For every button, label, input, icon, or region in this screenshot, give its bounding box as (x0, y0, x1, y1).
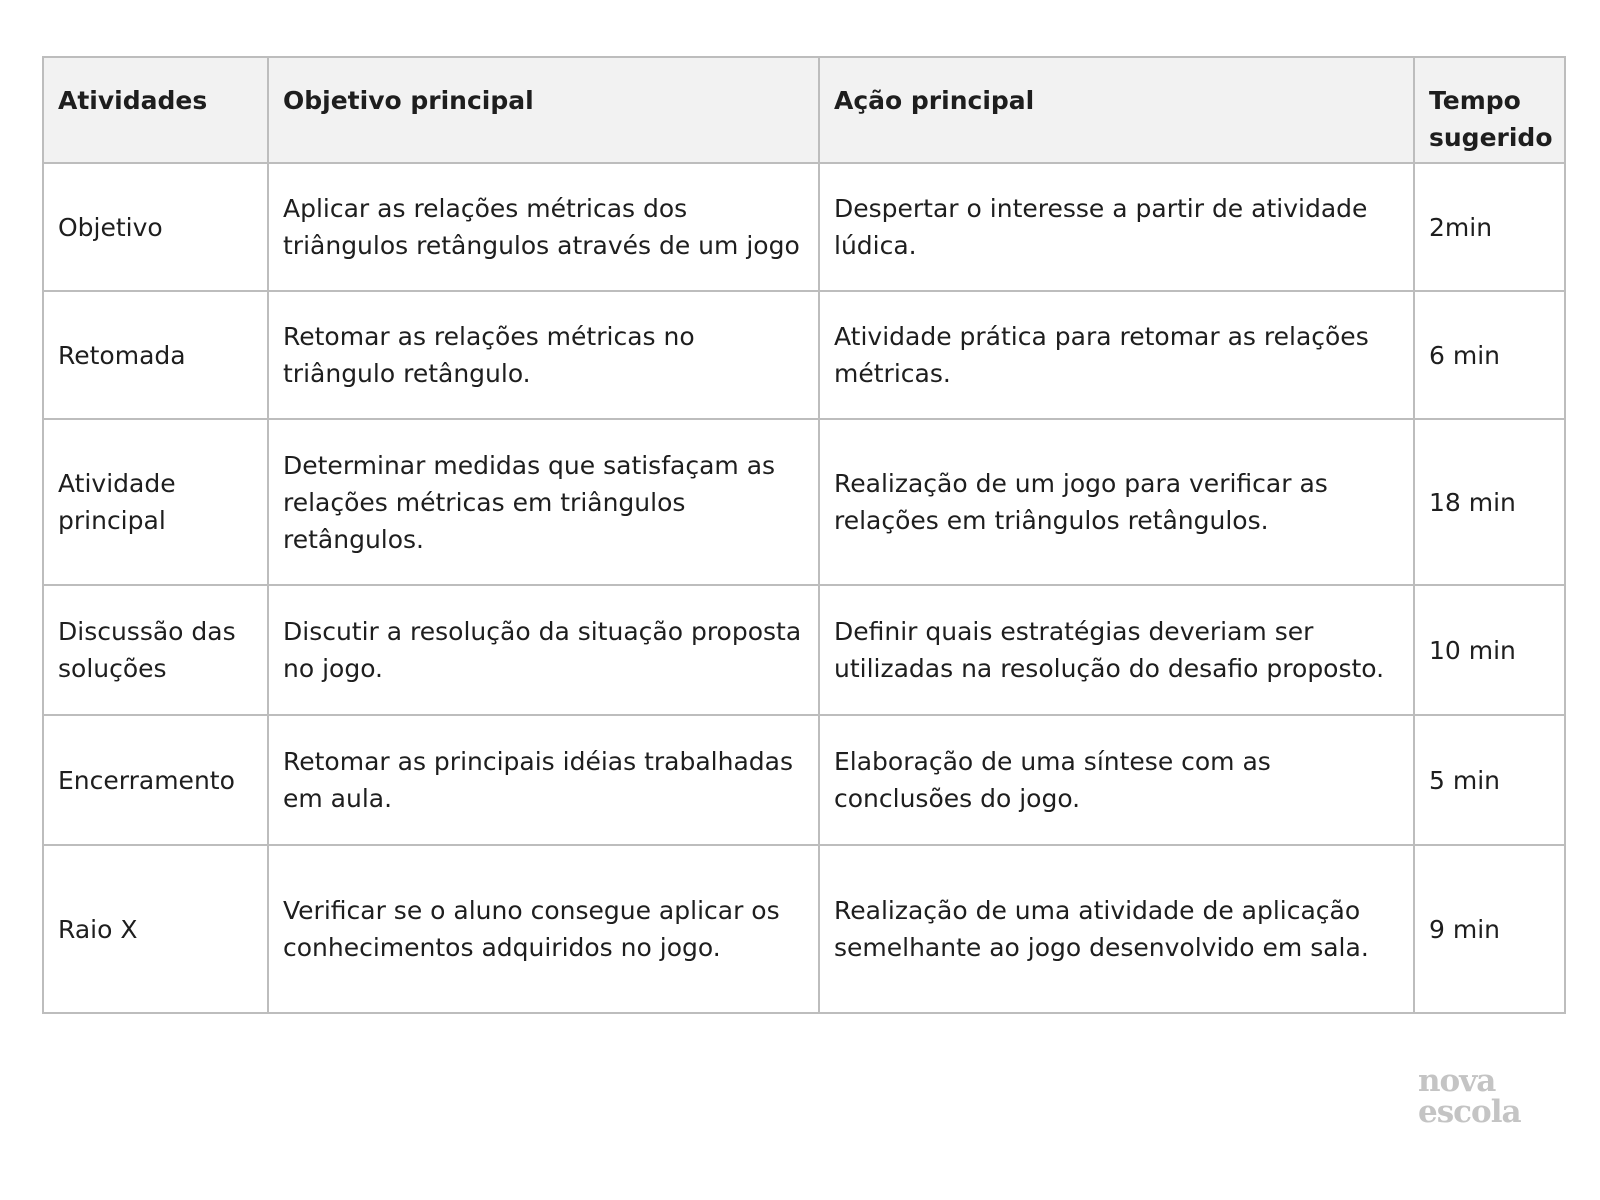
header-acao-principal: Ação principal (819, 57, 1414, 163)
cell-objetivo: Discutir a resolução da situação proposta no jogo. (268, 585, 819, 715)
cell-acao: Elaboração de uma síntese com as conclusões do jogo. (819, 715, 1414, 845)
table-row (43, 845, 1565, 1013)
table-row (43, 715, 1565, 845)
cell-acao: Definir quais estratégias deveriam ser utilizadas na resolução do desafio proposto. (819, 585, 1414, 715)
cell-tempo: 6 min (1414, 291, 1565, 419)
logo-line-2: escola (1418, 1094, 1521, 1130)
cell-objetivo: Retomar as principais idéias trabalhadas em aula. (268, 715, 819, 845)
cell-tempo: 10 min (1414, 585, 1565, 715)
cell-tempo: 2min (1414, 163, 1565, 291)
cell-objetivo: Retomar as relações métricas no triângulo retângulo. (268, 291, 819, 419)
header-tempo-sugerido: Tempo sugerido (1414, 57, 1565, 163)
cell-acao: Atividade prática para retomar as relações métricas. (819, 291, 1414, 419)
cell-atividade: Raio X (43, 845, 268, 1013)
cell-tempo: 9 min (1414, 845, 1565, 1013)
header-objetivo-principal: Objetivo principal (268, 57, 819, 163)
cell-atividade: Discussão das soluções (43, 585, 268, 715)
cell-atividade: Encerramento (43, 715, 268, 845)
cell-tempo: 18 min (1414, 419, 1565, 585)
logo-line-1: nova (1418, 1063, 1496, 1099)
table-row (43, 291, 1565, 419)
cell-acao: Realização de um jogo para verificar as relações em triângulos retângulos. (819, 419, 1414, 585)
cell-objetivo: Aplicar as relações métricas dos triângulos retângulos através de um jogo (268, 163, 819, 291)
table-row (43, 585, 1565, 715)
cell-objetivo: Verificar se o aluno consegue aplicar os conhecimentos adquiridos no jogo. (268, 845, 819, 1013)
cell-objetivo: Determinar medidas que satisfaçam as relações métricas em triângulos retângulos. (268, 419, 819, 585)
header-atividades: Atividades (43, 57, 268, 163)
cell-tempo: 5 min (1414, 715, 1565, 845)
nova-escola-logo (1418, 1063, 1538, 1130)
lesson-plan-table (42, 56, 1566, 1014)
cell-atividade: Atividade principal (43, 419, 268, 585)
table-row (43, 419, 1565, 585)
cell-atividade: Objetivo (43, 163, 268, 291)
cell-acao: Despertar o interesse a partir de atividade lúdica. (819, 163, 1414, 291)
table-row (43, 163, 1565, 291)
cell-atividade: Retomada (43, 291, 268, 419)
cell-acao: Realização de uma atividade de aplicação semelhante ao jogo desenvolvido em sala. (819, 845, 1414, 1013)
table-header-row (43, 57, 1565, 163)
